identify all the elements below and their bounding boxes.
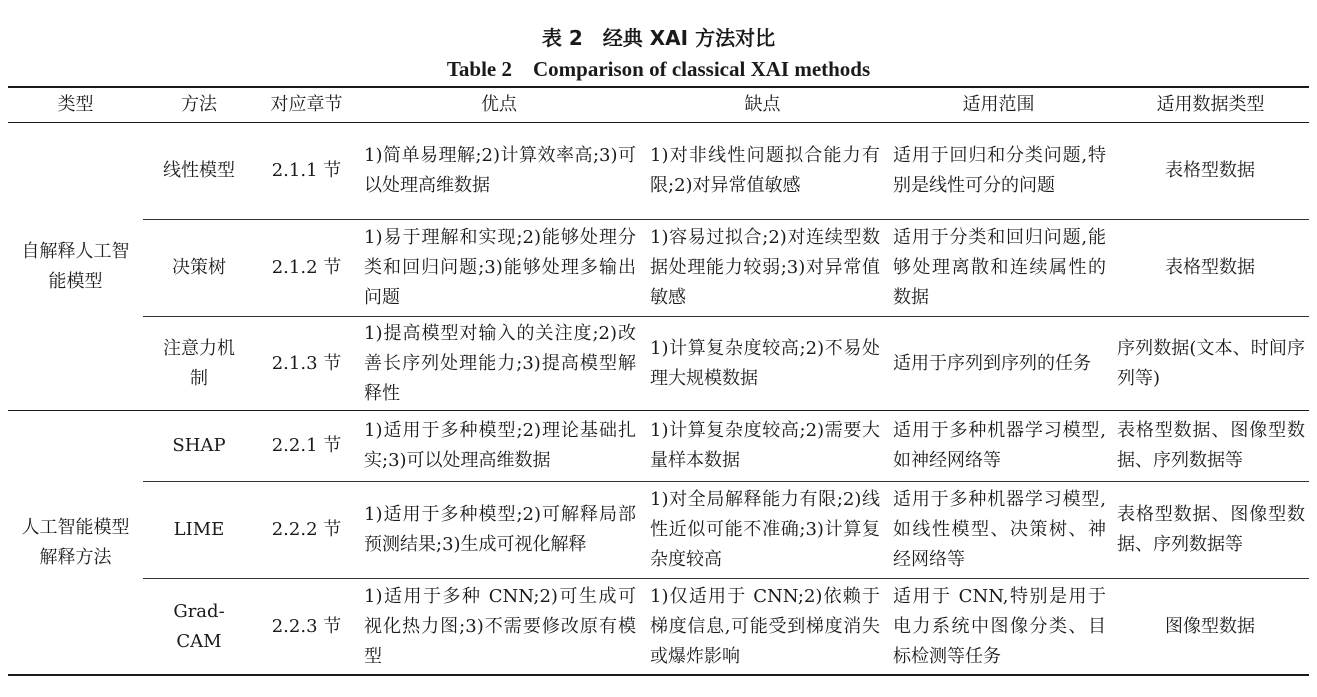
pros-cell — [364, 317, 636, 410]
section-text: 2.2.3 节 — [271, 615, 342, 637]
data-type-text: 序列数据(文本、时间序列等) — [1117, 337, 1305, 389]
method-text: 线性模型 — [163, 160, 235, 181]
scope-cell — [893, 411, 1106, 481]
bottom-rule — [8, 674, 1309, 676]
data-type-text: 图像型数据 — [1165, 615, 1255, 637]
pros-cell — [364, 482, 636, 578]
method-text: SHAP — [172, 435, 226, 456]
group-label: 自解释人工智能模型 — [21, 240, 130, 292]
data-type-text: 表格型数据、图像型数据、序列数据等 — [1117, 420, 1305, 471]
data-type-cell — [1115, 123, 1305, 219]
section-text: 2.1.1 节 — [271, 160, 342, 181]
column-header-type: 类型 — [57, 93, 94, 115]
section-text: 2.2.1 节 — [271, 435, 342, 456]
pros-cell — [364, 123, 636, 219]
method-cell — [170, 579, 228, 674]
cons-cell — [650, 220, 880, 316]
pros-cell — [364, 411, 636, 481]
scope-text: 适用于 CNN,特别是用于电力系统中图像分类、目标检测等任务 — [893, 585, 1106, 667]
method-cell — [143, 482, 255, 578]
method-cell — [160, 220, 238, 316]
method-text: 注意力机制 — [163, 337, 235, 389]
scope-cell — [893, 317, 1106, 410]
method-cell — [160, 317, 238, 410]
column-header-data-type: 适用数据类型 — [1156, 93, 1265, 115]
cons-text: 1)仅适用于 CNN;2)依赖于梯度信息,可能受到梯度消失或爆炸影响 — [650, 585, 880, 667]
scope-text: 适用于序列到序列的任务 — [893, 352, 1091, 374]
data-type-cell — [1117, 317, 1305, 410]
scope-cell — [893, 482, 1106, 578]
table-title-english: Table 2 Comparison of classical XAI methods — [446, 57, 871, 81]
cons-cell — [650, 579, 880, 674]
column-header-method: 方法 — [181, 93, 217, 115]
pros-text: 1)易于理解和实现;2)能够处理分类和回归问题;3)能够处理多输出问题 — [364, 227, 636, 308]
pros-text: 1)适用于多种 CNN;2)可生成可视化热力图;3)不需要修改原有模型 — [364, 585, 636, 667]
section-cell — [255, 411, 358, 481]
section-cell — [255, 123, 358, 219]
method-text: 决策树 — [172, 257, 226, 278]
cons-text: 1)计算复杂度较高;2)不易处理大规模数据 — [650, 337, 880, 389]
cons-cell — [650, 482, 880, 578]
pros-text: 1)提高模型对输入的关注度;2)改善长序列处理能力;3)提高模型解释性 — [364, 322, 636, 404]
data-type-cell — [1117, 411, 1305, 481]
data-type-cell — [1117, 482, 1305, 578]
scope-text: 适用于多种机器学习模型,如线性模型、决策树、神经网络等 — [893, 489, 1106, 570]
cons-text: 1)容易过拟合;2)对连续型数据处理能力较弱;3)对异常值敏感 — [650, 227, 880, 308]
pros-cell — [364, 579, 636, 674]
cons-cell — [650, 123, 880, 219]
scope-cell — [893, 123, 1106, 219]
pros-cell — [364, 220, 636, 316]
data-type-text: 表格型数据、图像型数据、序列数据等 — [1117, 504, 1305, 555]
group-cell-explanation-methods — [16, 411, 135, 674]
data-type-cell — [1115, 579, 1305, 674]
column-header-section: 对应章节 — [270, 93, 343, 115]
group-label: 人工智能模型解释方法 — [21, 516, 130, 568]
scope-cell — [893, 579, 1106, 674]
cons-text: 1)对全局解释能力有限;2)线性近似可能不准确;3)计算复杂度较高 — [650, 489, 880, 570]
section-cell — [255, 579, 358, 674]
data-type-text: 表格型数据 — [1165, 257, 1255, 278]
cons-cell — [650, 411, 880, 481]
method-cell — [143, 411, 255, 481]
scope-cell — [893, 220, 1106, 316]
scope-text: 适用于多种机器学习模型,如神经网络等 — [893, 420, 1106, 471]
method-cell — [160, 123, 238, 219]
data-type-text: 表格型数据 — [1165, 160, 1255, 181]
cons-text: 1)计算复杂度较高;2)需要大量样本数据 — [650, 420, 880, 471]
section-cell — [255, 482, 358, 578]
section-text: 2.1.3 节 — [271, 352, 342, 374]
method-text: Grad-CAM — [173, 600, 225, 652]
table-title-chinese: 表 2 经典 XAI 方法对比 — [541, 26, 776, 50]
pros-text: 1)适用于多种模型;2)理论基础扎实;3)可以处理高维数据 — [364, 420, 636, 471]
cons-cell — [650, 317, 880, 410]
scope-text: 适用于回归和分类问题,特别是线性可分的问题 — [893, 145, 1106, 196]
group-cell-self-explaining — [16, 123, 135, 410]
data-type-cell — [1115, 220, 1305, 316]
column-header-scope: 适用范围 — [962, 93, 1035, 115]
section-text: 2.1.2 节 — [271, 257, 342, 278]
column-header-cons: 缺点 — [744, 93, 781, 115]
pros-text: 1)适用于多种模型;2)可解释局部预测结果;3)生成可视化解释 — [364, 504, 636, 555]
scope-text: 适用于分类和回归问题,能够处理离散和连续属性的数据 — [893, 227, 1106, 308]
cons-text: 1)对非线性问题拟合能力有限;2)对异常值敏感 — [650, 145, 880, 196]
section-text: 2.2.2 节 — [271, 519, 342, 540]
column-header-pros: 优点 — [481, 93, 517, 115]
method-text: LIME — [173, 519, 225, 540]
section-cell — [255, 220, 358, 316]
pros-text: 1)简单易理解;2)计算效率高;3)可以处理高维数据 — [364, 145, 636, 196]
section-cell — [255, 317, 358, 410]
